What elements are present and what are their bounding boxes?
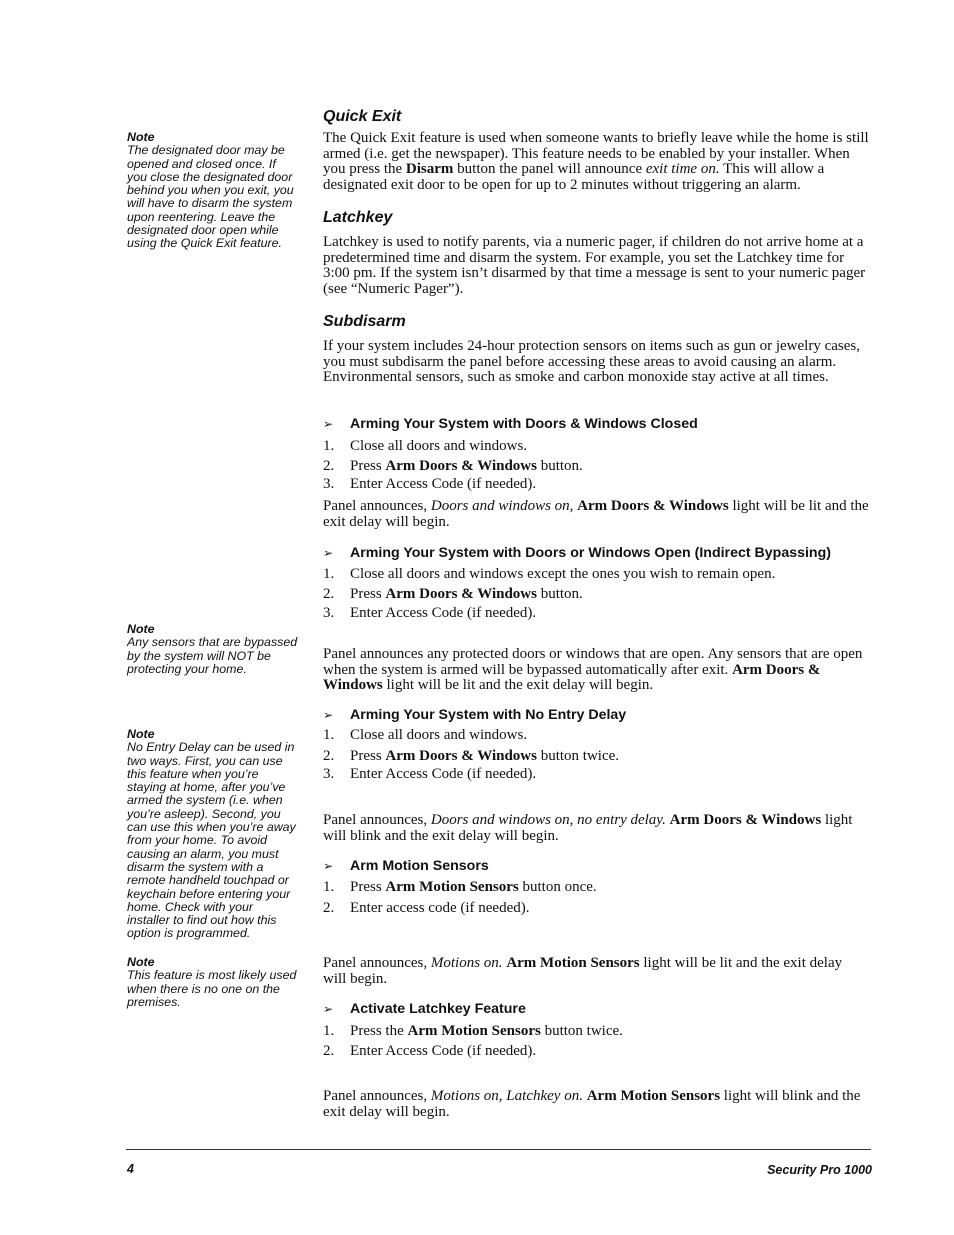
list-number: 2. [323, 458, 335, 474]
step-heading [323, 858, 869, 875]
text-run: Close all doors and windows. [350, 727, 528, 743]
list-number: 2. [323, 748, 335, 764]
paragraph-result [323, 647, 869, 694]
text-run: Enter Access Code (if needed). [350, 766, 537, 782]
step-heading [323, 416, 869, 433]
step-heading-text: Arming Your System with Doors & Windows Closed [350, 416, 698, 432]
list-number: 3. [323, 476, 335, 492]
text-run-bold: Arm Doors & Windows [323, 661, 821, 694]
heading-latchkey: Latchkey [323, 209, 393, 226]
list-number: 1. [323, 879, 335, 895]
heading-quick-exit: Quick Exit [323, 108, 402, 125]
text-run: button twice. [540, 1023, 623, 1039]
text-run: button. [536, 586, 583, 602]
text-run: Panel announces, [323, 498, 431, 514]
note-no-entry-delay [127, 728, 299, 941]
step-heading-text: Activate Latchkey Feature [350, 1001, 526, 1017]
paragraph-latchkey: Latchkey is used to notify parents, via a numeric pager, if children do not arrive home at a predetermined time and disarm the system. For example, you set the Latchkey time for 3:00 pm. If the system isn’t disarmed by that time a message is sent to your numeric pager (see “Numeric Pager”). [323, 234, 866, 297]
text-run: Press [350, 748, 386, 764]
list-item [323, 727, 869, 744]
step-heading-text: Arming Your System with Doors or Windows Open (Indirect Bypassing) [350, 545, 831, 561]
text-run: Close all doors and windows except the ones you wish to remain open. [350, 566, 776, 582]
text-run: button the panel will announce [453, 161, 646, 178]
text-run-bold: Arm Doors & Windows [385, 748, 537, 764]
arrow-bullet-icon: ➢ [323, 708, 334, 722]
text-run-bold: Arm Doors & Windows [669, 812, 822, 828]
text-run-italic: Motions on, Latchkey on. [430, 1088, 583, 1104]
paragraph-subdisarm: If your system includes 24-hour protection sensors on items such as gun or jewelry cases, you must subdisarm the panel before accessing these areas to avoid causing an alarm. Environmental sensors, such as smoke and carbon monoxide stay active at all times. [323, 338, 860, 386]
arrow-bullet-icon: ➢ [323, 417, 334, 431]
note-text: No Entry Delay can be used in two ways. First, you can use this feature when you’re staying at home, after you’ve armed the system (i.e. when you’re asleep). Second, you can use this when you’re away from your home. To avoid causing an alarm, you must disarm the system with a remote handheld touchpad or keychain before entering your home. Check with your installer to find out how this option is programmed. [127, 740, 296, 941]
list-item [323, 458, 869, 475]
text-run: Enter access code (if needed). [350, 900, 530, 916]
list-item [323, 766, 869, 783]
text-run: Panel announces, [323, 812, 431, 828]
paragraph-result [323, 956, 869, 987]
text-run: Enter Access Code (if needed). [350, 1043, 537, 1059]
list-number: 2. [323, 1043, 335, 1059]
step-heading-text: Arm Motion Sensors [350, 858, 489, 874]
text-run: Enter Access Code (if needed). [350, 605, 537, 621]
list-item [323, 879, 869, 896]
list-number: 1. [323, 438, 335, 454]
note-bypassed-sensors [127, 623, 299, 676]
text-run-bold: Arm Doors & Windows [385, 586, 537, 602]
step-heading-text: Arming Your System with No Entry Delay [350, 707, 627, 723]
text-run-italic: Motions on. [430, 955, 503, 971]
text-run: button twice. [536, 748, 620, 764]
note-text: The designated door may be opened and closed once. If you close the designated door behind you when you exit, you will have to disarm the system upon reentering. Leave the designated door open while using the Quick Exit feature. [127, 143, 294, 251]
paragraph-result [323, 499, 869, 530]
text-run: Press [350, 458, 386, 474]
step-heading [323, 1001, 869, 1018]
note-label: Note [127, 727, 155, 741]
text-run: Press [350, 586, 386, 602]
text-run-bold: Arm Doors & Windows [385, 458, 537, 474]
arrow-bullet-icon: ➢ [323, 1002, 334, 1016]
heading-subdisarm: Subdisarm [323, 313, 406, 330]
text-run: Panel announces, [323, 955, 431, 971]
text-run-italic: Doors and windows on, no entry delay. [430, 812, 666, 828]
list-item [323, 900, 869, 917]
list-item [323, 605, 869, 622]
text-run: light will be lit and the exit delay will begin. [323, 955, 843, 987]
note-latchkey [127, 956, 299, 1009]
text-run: light will be lit and the exit delay will begin. [323, 498, 869, 530]
text-run-bold: Disarm [405, 161, 454, 178]
text-run: Enter Access Code (if needed). [350, 476, 537, 492]
list-item [323, 566, 869, 583]
text-run: light will blink and the exit delay will begin. [323, 1088, 861, 1120]
step-heading [323, 545, 869, 562]
text-run: button once. [518, 879, 597, 895]
text-run: The Quick Exit feature is used when someone wants to briefly leave while the home is still armed (i.e. get the newspaper). This feature needs to be enabled by your installer. When you press the [323, 130, 869, 178]
text-run: Press the [350, 1023, 408, 1039]
list-item [323, 1043, 869, 1060]
list-item [323, 438, 869, 455]
text-run: button. [536, 458, 583, 474]
list-number: 3. [323, 605, 335, 621]
paragraph-result [323, 1089, 869, 1120]
text-run: Close all doors and windows. [350, 438, 528, 454]
text-run: Press [350, 879, 386, 895]
list-number: 3. [323, 766, 335, 782]
note-label: Note [127, 622, 155, 636]
list-number: 1. [323, 566, 335, 582]
text-run-bold: Arm Motion Sensors [506, 955, 640, 971]
list-item [323, 1023, 869, 1040]
note-quick-exit [127, 131, 299, 251]
text-run: Panel announces, [323, 1088, 431, 1104]
text-run-bold: Arm Doors & Windows [577, 498, 729, 514]
text-run: Panel announces any protected doors or windows that are open. Any sensors that are open when the system is armed will be bypassed automatically after exit. [323, 646, 863, 678]
list-item [323, 586, 869, 603]
list-number: 1. [323, 1023, 335, 1039]
list-number: 2. [323, 900, 335, 916]
text-run-italic: Doors and windows on, [430, 498, 574, 514]
list-item [323, 748, 869, 765]
text-run-italic: exit time on. [645, 161, 720, 178]
footer-divider [126, 1149, 871, 1150]
note-text: This feature is most likely used when there is no one on the premises. [127, 968, 297, 1009]
list-number: 1. [323, 727, 335, 743]
text-run-bold: Arm Motion Sensors [407, 1023, 541, 1039]
arrow-bullet-icon: ➢ [323, 859, 334, 873]
page-number: 4 [127, 1162, 134, 1176]
text-run: light will be lit and the exit delay will begin. [382, 677, 654, 694]
note-text: Any sensors that are bypassed by the system will NOT be protecting your home. [127, 635, 298, 676]
note-label: Note [127, 130, 155, 144]
text-run: This will allow a designated exit door to be open for up to 2 minutes without triggering an alarm. [323, 161, 825, 193]
text-run-bold: Arm Motion Sensors [385, 879, 519, 895]
product-name: Security Pro 1000 [767, 1163, 872, 1177]
list-item [323, 476, 869, 493]
text-run-bold: Arm Motion Sensors [586, 1088, 721, 1104]
paragraph-result [323, 813, 869, 844]
paragraph-quick-exit [323, 131, 869, 193]
arrow-bullet-icon: ➢ [323, 546, 334, 560]
step-heading [323, 707, 869, 724]
text-run: light will blink and the exit delay will begin. [323, 812, 853, 844]
list-number: 2. [323, 586, 335, 602]
note-label: Note [127, 955, 155, 969]
